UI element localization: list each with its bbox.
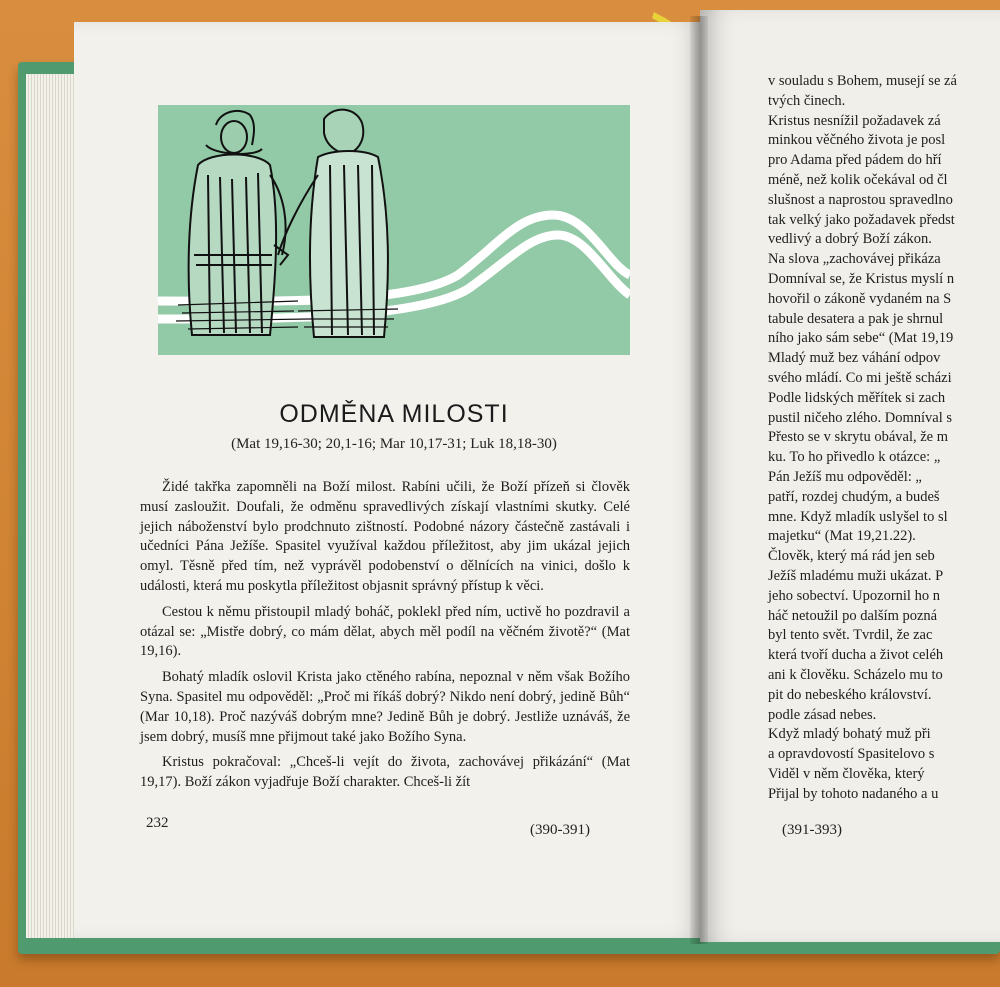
text-line: Domníval se, že Kristus myslí n — [768, 270, 955, 287]
text-line: patří, rozdej chudým, a budeš — [768, 488, 940, 505]
left-page-range: (390-391) — [530, 822, 590, 838]
text-line: méně, než kolik očekával od čl — [768, 171, 948, 188]
book-gutter — [690, 16, 708, 944]
text-line: tvých činech. — [768, 92, 846, 109]
paragraph: Židé takřka zapomněli na Boží milost. Rabíni učili, že Boží přízeň si člověk musí zasloužit. Doufali, že odměnu spravedlivých získají vlastními skutky. Celé jejich náboženství bylo prodchnuto zištností. Podobné názory částečně zastávali i učedníci Pána Ježíše. Spasitel využíval každou příležitost, aby jim ukázal jejich omyl. Těsně před tím, než vyprávěl podobenství o dělnících na vinici, došlo k události, která mu poskytla příležitost objasnit správný přístup k věci. — [140, 479, 630, 594]
text-line: háč netoužil po dalším pozná — [768, 607, 938, 624]
text-line: svého mládí. Co mi ještě scházi — [768, 369, 952, 386]
text-line: a opravdovostí Spasitelovo s — [768, 746, 935, 763]
text-line: jeho sobectví. Upozornil ho n — [768, 587, 940, 604]
text-line: Na slova „zachovávej přikáza — [768, 251, 941, 268]
text-line: tak velký jako požadavek předst — [768, 211, 955, 228]
text-line: pustil ničeho zlého. Domníval s — [768, 409, 953, 426]
left-body-text — [140, 478, 630, 799]
text-line: Mladý muž bez váhání odpov — [768, 350, 941, 367]
chapter-title: ODMĚNA MILOSTI — [279, 400, 509, 428]
text-line: pro Adama před pádem do hří — [768, 152, 942, 169]
text-line: Podle lidských měřítek si zach — [768, 389, 946, 406]
text-line: tabule desatera a pak je shrnul — [768, 310, 944, 327]
text-line: Viděl v něm člověka, který — [768, 765, 925, 782]
chapter-illustration — [158, 105, 630, 355]
text-line: podle zásad nebes. — [768, 706, 877, 723]
text-line: vedlivý a dobrý Boží zákon. — [768, 231, 932, 248]
text-line: ku. To ho přivedlo k otázce: „ — [768, 449, 941, 466]
text-line: ního jako sám sebe“ (Mat 19,19 — [768, 330, 954, 347]
text-line: Kristus nesnížil požadavek zá — [768, 112, 941, 129]
text-line: mne. Když mladík uslyšel to sl — [768, 508, 948, 525]
text-line: Ježíš mladému muži ukázat. P — [768, 567, 944, 584]
text-line: která tvoří ducha a život celéh — [768, 647, 944, 664]
text-line: majetku“ (Mat 19,21.22). — [768, 528, 916, 545]
scripture-references: (Mat 19,16-30; 20,1-16; Mar 10,17-31; Luk 18,18-30) — [231, 436, 557, 452]
text-line: Když mladý bohatý muž při — [768, 726, 931, 743]
text-line: slušnost a naprostou spravedlno — [768, 191, 953, 208]
text-line: ani k člověku. Scházelo mu to — [768, 666, 943, 683]
paragraph: Kristus pokračoval: „Chceš-li vejít do života, zachovávej přikázání“ (Mat 19,17). Boží zákon vyjadřuje Boží charakter. Chceš-li žít — [140, 754, 630, 791]
paragraph: Bohatý mladík oslovil Krista jako ctěného rabína, nepoznal v něm však Božího Syna. Spasitel mu odpověděl: „Proč mi říkáš dobrý? Nikdo není dobrý, jedině Bůh“ (Mar 10,18). Proč nazýváš dobrým mne? Jedině Bůh je dobrý. Jestliže uznáváš, že jsem dobrý, musíš mne přijmout také jako Božího Syna. — [140, 669, 630, 745]
paragraph: Cestou k němu přistoupil mladý boháč, poklekl před ním, uctivě ho pozdravil a otázal se: „Mistře dobrý, co mám dělat, abych měl podíl na věčném životě?“ (Mat 19,16). — [140, 603, 630, 660]
page-stack-edge — [26, 74, 76, 938]
text-line: Přesto se v skrytu obával, že m — [768, 429, 949, 446]
right-body-text — [768, 72, 1000, 804]
page-number: 232 — [146, 815, 169, 831]
right-page-range: (391-393) — [782, 822, 842, 838]
text-line: hovořil o zákoně vydaném na S — [768, 290, 952, 307]
text-line: pit do nebeského království. — [768, 686, 932, 703]
text-line: Pán Ježíš mu odpověděl: „ — [768, 468, 922, 485]
text-line: v souladu s Bohem, musejí se zá — [768, 73, 957, 89]
text-line: Přijal by tohoto nadaného a u — [768, 785, 939, 802]
illustration-drawing — [158, 105, 630, 355]
text-line: Člověk, který má rád jen seb — [768, 548, 935, 565]
text-line: byl tento svět. Tvrdil, že zac — [768, 627, 933, 644]
text-line: minkou věčného života je posl — [768, 132, 946, 149]
